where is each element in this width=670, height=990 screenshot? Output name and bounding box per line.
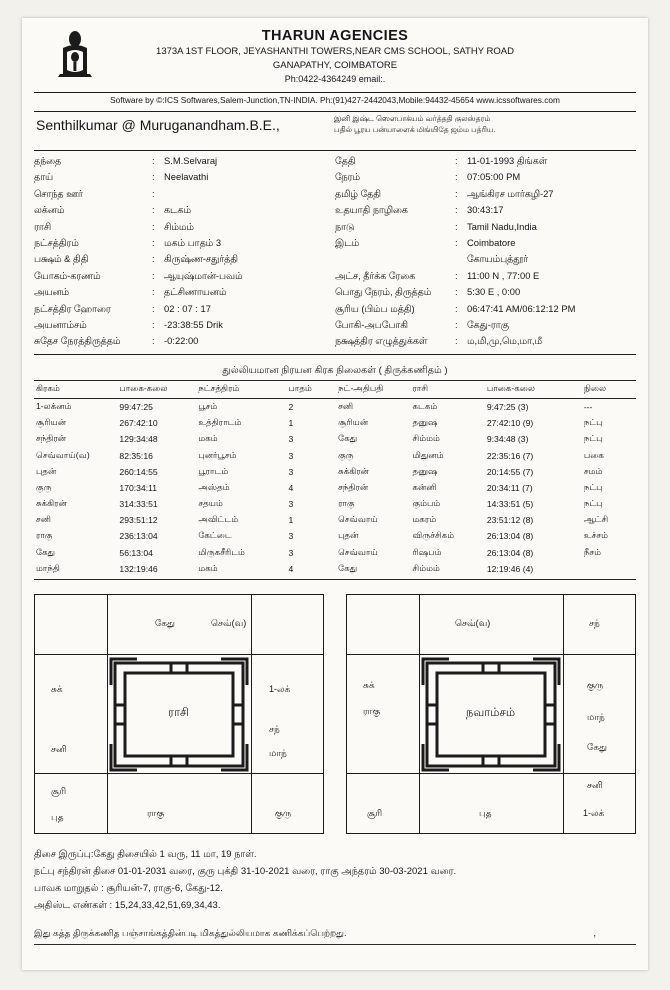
temple-deity-icon	[54, 30, 96, 78]
detail-colon: :	[455, 220, 458, 232]
cell-planet: கேது	[36, 546, 56, 557]
navamsam-chart-title: நவாம்சம்	[460, 707, 521, 721]
rasi-chart-title: ராசி	[162, 707, 195, 721]
cell-lord: சந்திரன்	[338, 481, 369, 492]
cell-degree2: 14:33:51 (5)	[486, 499, 534, 510]
detail-value: 02 : 07 : 17	[164, 302, 211, 314]
detail-row	[34, 153, 335, 169]
cell-rasi: விருச்சிகம்	[412, 530, 455, 541]
detail-value: கோயம்புத்தூர்	[467, 253, 528, 265]
detail-label: தாய்	[34, 171, 54, 183]
detail-colon: :	[455, 319, 458, 331]
detail-value: Neelavathi	[164, 171, 209, 183]
cell-rasi: சிம்மம்	[412, 433, 440, 444]
col-header-degree: பாகை-கலை	[117, 380, 196, 398]
navamsam-cell-6: மாந்	[587, 711, 605, 722]
navamsam-cell-3: சுக்	[363, 679, 375, 690]
detail-colon: :	[455, 269, 458, 281]
cell-rasi: தனுஷ	[412, 417, 438, 428]
detail-colon: :	[152, 220, 155, 232]
cell-status: ஆட்சி	[583, 514, 609, 525]
tamil-blessing-line1: இனி இஷ்ட ஸௌபாக்யம் வர்த்ததி குலஸ்தரம்	[334, 114, 491, 123]
table-row	[34, 431, 636, 447]
detail-row	[335, 333, 636, 349]
cell-status: நட்பு	[583, 417, 603, 428]
detail-colon: :	[455, 204, 458, 216]
cell-rasi: ரிஷபம்	[412, 546, 442, 557]
navamsam-cell-5: குரு	[587, 679, 604, 690]
planet-position-table	[34, 380, 636, 579]
detail-value: 07:05:00 PM	[467, 171, 521, 183]
col-header-planet: கிரகம்	[34, 380, 117, 398]
cell-star: மகம்	[198, 562, 218, 573]
detail-row	[34, 284, 335, 300]
dasa-footer	[34, 846, 636, 914]
detail-colon: :	[152, 204, 155, 216]
cell-pada: 3	[288, 531, 294, 542]
detail-value: கடகம்	[164, 204, 191, 216]
cell-degree: 99:47:25	[119, 401, 153, 412]
rasi-cell-7: சந்	[269, 723, 280, 734]
rasi-cell-11: ராகு	[147, 807, 165, 818]
planet-table-wrap	[34, 380, 636, 580]
table-row	[34, 447, 636, 463]
cell-pada: 3	[288, 466, 294, 477]
birth-details-left	[34, 153, 335, 350]
navamsam-cell-9: சூரி	[367, 807, 383, 818]
navamsam-cell-4: ராகு	[363, 705, 381, 716]
cell-status	[582, 561, 636, 579]
cell-lord: குரு	[338, 449, 354, 460]
detail-row	[34, 301, 335, 317]
cell-planet: புதன்	[36, 465, 57, 476]
cell-star: பூசம்	[198, 400, 218, 411]
cell-degree2: 9:34:48 (3)	[486, 434, 529, 445]
cell-lord: செவ்வாய்	[338, 546, 378, 557]
paper-sheet	[22, 18, 648, 970]
detail-colon: :	[455, 286, 458, 298]
details-divider	[34, 354, 636, 355]
detail-row	[34, 268, 335, 284]
detail-label: நக்ஷத்திர எழுத்துக்கள்	[335, 335, 428, 347]
birth-details-right	[335, 153, 636, 350]
detail-colon: :	[152, 237, 155, 249]
detail-row	[335, 317, 636, 333]
cell-degree: 293:51:12	[119, 515, 158, 526]
detail-colon: :	[152, 335, 155, 347]
detail-colon: :	[152, 187, 155, 199]
detail-label: இடம்	[335, 237, 360, 249]
detail-label	[335, 251, 455, 267]
detail-label: அட்ச, தீர்க்க ரேகை	[335, 269, 416, 281]
rasi-cell-5: சனி	[51, 743, 67, 754]
detail-value: கேது-ராகு	[467, 319, 509, 331]
cell-lord: சனி	[338, 400, 354, 411]
cell-rasi: மகரம்	[412, 514, 437, 525]
cell-pada: 3	[288, 547, 294, 558]
detail-label: சூரிய (பிம்ப மத்தி)	[335, 302, 415, 314]
cell-degree: 314:33:51	[119, 499, 158, 510]
cell-star: புனர்பூசம்	[198, 449, 237, 460]
horoscope-charts	[34, 594, 636, 834]
cell-pada: 1	[288, 515, 294, 526]
rasi-cell-8: மாந்	[269, 747, 287, 758]
table-body	[34, 398, 636, 578]
software-credit: Software by ©:ICS Softwares,Salem-Junction,TN-INDIA. Ph:(91)427-2442043,Mobile:94432-45654 www.icssoftwares.com	[110, 95, 560, 105]
rasi-cell-4: சுக்	[51, 683, 63, 694]
detail-colon: :	[152, 286, 155, 298]
cell-planet: மாந்தி	[36, 562, 60, 573]
cell-status: நட்பு	[583, 433, 603, 444]
cell-degree2: 26:13:04 (8)	[486, 531, 534, 542]
cell-rasi: கடகம்	[412, 400, 438, 411]
detail-row	[335, 251, 636, 267]
cell-planet: சூரியன்	[36, 417, 67, 428]
cell-degree: 236:13:04	[119, 531, 158, 542]
detail-row	[335, 169, 636, 185]
cell-planet: சுக்கிரன்	[36, 498, 67, 509]
detail-colon: :	[152, 155, 155, 166]
cell-degree2: 20:14:55 (7)	[486, 466, 534, 477]
cell-planet: சனி	[36, 514, 52, 525]
cell-degree2: 20:34:11 (7)	[486, 482, 533, 493]
cell-status: உச்சம்	[583, 530, 609, 541]
navamsam-chart	[346, 594, 636, 834]
cell-degree2: 12:19:46 (4)	[486, 563, 534, 574]
detail-colon: :	[455, 237, 458, 249]
detail-value: கிருஷ்ண-சதுர்த்தி	[164, 253, 238, 265]
detail-row	[34, 186, 335, 202]
cell-pada: 3	[288, 499, 294, 510]
subject-name	[36, 117, 280, 133]
table-row	[34, 512, 636, 528]
cell-pada: 3	[288, 450, 294, 461]
detail-label: அயனம்	[34, 286, 70, 298]
company-address-line1: 1373A 1ST FLOOR, JEYASHANTHI TOWERS,NEAR CMS SCHOOL, SATHY ROAD	[156, 46, 514, 57]
navamsam-cell-8: சனி	[587, 779, 603, 790]
detail-label: நேரம்	[335, 171, 361, 183]
detail-row	[335, 284, 636, 300]
cell-degree: 267:42:10	[119, 418, 158, 429]
cell-degree2: 27:42:10 (9)	[486, 418, 534, 429]
detail-value: சிம்மம்	[164, 220, 194, 232]
detail-row	[335, 153, 636, 169]
detail-label: அயனாம்சம்	[34, 319, 87, 331]
cell-degree2: 9:47:25 (3)	[486, 401, 529, 412]
cell-star: மகம்	[198, 433, 218, 444]
detail-value: தட்சிணாயனம்	[164, 286, 227, 298]
detail-label: பக்ஷம் & திதி	[34, 253, 89, 265]
cell-star: கேட்டை	[198, 530, 232, 541]
detail-row	[34, 251, 335, 267]
detail-row	[335, 219, 636, 235]
navamsam-cell-7: கேது	[587, 741, 607, 752]
detail-label: நட்சத்திரம்	[34, 237, 79, 249]
cell-star: அவிட்டம்	[198, 514, 239, 525]
table-row	[34, 398, 636, 415]
detail-label: லக்னம்	[34, 204, 65, 216]
col-header-degree2: பாகை-கலை	[485, 380, 582, 398]
rasi-cell-6: 1-லக்	[269, 683, 291, 694]
cell-degree: 132:19:46	[119, 563, 158, 574]
col-header-status: நிலை	[582, 380, 636, 398]
detail-value: 11-01-1993 திங்கள்	[467, 155, 548, 166]
birth-details	[34, 153, 636, 350]
company-phone: Ph:0422-4364249 email:.	[284, 74, 386, 84]
table-row	[34, 561, 636, 579]
detail-colon: :	[152, 171, 155, 183]
detail-colon: :	[152, 253, 155, 265]
detail-row	[34, 317, 335, 333]
detail-row	[34, 333, 335, 349]
cell-degree2: 26:13:04 (8)	[486, 547, 534, 558]
cell-star: உத்திராடம்	[198, 417, 242, 428]
cell-pada: 1	[288, 418, 294, 429]
subject-name-text: Senthilkumar @ Muruganandham.	[36, 117, 250, 133]
detail-label: தந்தை	[34, 155, 62, 166]
planet-table-caption: துல்லியமான நிரயன கிரக நிலைகள் ( திருக்கணிதம் )	[222, 364, 448, 376]
cell-pada: 4	[288, 563, 294, 574]
cell-status: நட்பு	[583, 481, 603, 492]
detail-value: 11:00 N , 77:00 E	[467, 269, 540, 281]
navamsam-cell-1: செவ்(வ)	[455, 617, 491, 628]
table-row	[34, 464, 636, 480]
lucky-numbers-line: அதிஸ்ட எண்கள் : 15,24,33,42,51,69,34,43.	[34, 899, 221, 911]
cell-degree: 170:34:11	[119, 482, 158, 493]
cell-rasi: கும்பம்	[412, 498, 441, 509]
table-row	[34, 480, 636, 496]
detail-row	[335, 301, 636, 317]
cell-star: அஸ்தம்	[198, 481, 230, 492]
detail-colon: :	[455, 302, 458, 314]
cell-rasi: கன்னி	[412, 481, 437, 492]
table-row	[34, 415, 636, 431]
detail-row	[34, 235, 335, 251]
rasi-cell-2: கேது	[155, 617, 175, 628]
rasi-cell-9: சூரி	[51, 785, 67, 796]
cell-lord: கேது	[338, 562, 358, 573]
navamsam-cell-11: 1-லக்	[583, 807, 605, 818]
detail-label: நட்சத்திர ஹோரை	[34, 302, 111, 314]
detail-value: 30:43:17	[467, 204, 504, 216]
table-header-row	[34, 380, 636, 398]
rasi-cell-3: செவ்(வ)	[211, 617, 247, 628]
cell-status: நீசம்	[583, 546, 601, 557]
cell-planet: 1-லக்னம்	[36, 400, 72, 411]
detail-label: சொந்த ஊர்	[34, 187, 83, 199]
detail-value: Coimbatore	[467, 237, 516, 249]
cell-lord: சூரியன்	[338, 417, 369, 428]
cell-star: பூராடம்	[198, 465, 229, 476]
tamil-blessing	[334, 113, 634, 135]
navamsam-cell-10: புத	[479, 807, 492, 818]
detail-value: 06:47:41 AM/06:12:12 PM	[467, 302, 576, 314]
detail-label: உதயாதி நாழிகை	[335, 204, 408, 216]
cell-degree2: 22:35:16 (7)	[486, 450, 534, 461]
cell-lord: சுக்கிரன்	[338, 465, 370, 476]
detail-colon: :	[152, 302, 155, 314]
cell-degree: 56:13:04	[119, 547, 153, 558]
cell-star: மிருகசீரிடம்	[198, 546, 245, 557]
detail-value: -0:22:00	[164, 335, 199, 347]
name-divider	[34, 150, 636, 151]
cell-lord: செவ்வாய்	[338, 514, 378, 525]
rasi-cell-12: குரு	[275, 807, 292, 818]
detail-value: 5:30 E , 0:00	[467, 286, 521, 298]
cell-rasi: மிதுனம்	[412, 449, 444, 460]
detail-row	[335, 235, 636, 251]
detail-colon: :	[152, 319, 155, 331]
subject-degree: B.E.,	[249, 117, 280, 133]
rasi-chart	[34, 594, 324, 834]
detail-row	[335, 268, 636, 284]
cell-pada: 4	[288, 482, 294, 493]
table-row	[34, 496, 636, 512]
pen-mark: ʼ	[593, 934, 596, 946]
cell-degree: 260:14:55	[119, 466, 158, 477]
detail-colon: :	[455, 187, 458, 199]
cell-degree2: 23:51:12 (8)	[486, 515, 534, 526]
subject-name-band	[34, 112, 636, 146]
detail-value: ஆங்கிரச மார்கழி-27	[467, 187, 554, 199]
cell-status: பகை	[583, 449, 604, 460]
table-row	[34, 528, 636, 544]
cell-status: ---	[583, 401, 593, 412]
detail-label: தேதி	[335, 155, 356, 166]
detail-value: ஆயுஷ்மான்-பவம்	[164, 269, 243, 281]
detail-label: ராசி	[34, 220, 52, 232]
col-header-rasi: ராசி	[410, 380, 484, 398]
detail-colon: :	[152, 269, 155, 281]
detail-label: யோகம்-கரணம்	[34, 269, 101, 281]
detail-row	[34, 169, 335, 185]
document-header	[34, 28, 636, 88]
detail-value: மகம் பாதம் 3	[164, 237, 222, 249]
detail-value: Tamil Nadu,India	[467, 220, 537, 232]
detail-label: பொது நேரம், திருத்தம்	[335, 286, 432, 298]
detail-value	[164, 186, 335, 202]
bhava-change-line: பாவக மாறுதல் : சூரியன்-7, ராகு-6, கேது-12.	[34, 882, 223, 894]
cell-lord: கேது	[338, 433, 358, 444]
calculation-note: இது கத்த திருக்கணித பஞ்சாங்கத்தின்படி மிகத்துல்லியமாக கணிக்கப்பெற்றது.	[34, 928, 636, 945]
detail-value: ம,மி,மு,மெ,மா,மீ	[467, 335, 543, 347]
detail-colon: :	[455, 155, 458, 166]
dasa-balance-line: திசை இருப்பு:கேது திசையில் 1 வரு, 11 மா, 19 நாள்.	[34, 848, 257, 860]
detail-label: நாடு	[335, 220, 355, 232]
cell-status: நட்பு	[583, 498, 603, 509]
cell-star: சதயம்	[198, 498, 223, 509]
table-row	[34, 545, 636, 561]
cell-degree: 129:34:48	[119, 434, 158, 445]
cell-planet: குரு	[36, 481, 52, 492]
cell-planet: செவ்வாய்(வ)	[36, 449, 90, 460]
detail-row	[335, 202, 636, 218]
cell-lord: ராகு	[338, 498, 355, 509]
cell-planet: சந்திரன்	[36, 433, 67, 444]
cell-degree: 82:35:16	[119, 450, 153, 461]
company-name: THARUN AGENCIES	[261, 28, 409, 44]
rasi-cell-10: புத	[51, 811, 64, 822]
detail-value: S.M.Selvaraj	[164, 155, 218, 166]
detail-row	[34, 219, 335, 235]
detail-value: -23:38:55 Drik	[164, 319, 223, 331]
cell-rasi: சிம்மம்	[412, 562, 440, 573]
detail-row	[335, 186, 636, 202]
col-header-pada: பாதம்	[287, 380, 337, 398]
detail-row	[34, 202, 335, 218]
tamil-blessing-line2: பதில் பூரய பன்யாளைக் மிங்யிதே ஜம்ம பத்ரிய.	[334, 125, 496, 134]
navamsam-cell-2: சந்	[589, 617, 600, 628]
cell-planet: ராகு	[36, 530, 53, 541]
cell-pada: 3	[288, 434, 294, 445]
detail-label: போகி-அபபோகி	[335, 319, 408, 331]
detail-colon: :	[455, 171, 458, 183]
cell-rasi: தனுஷ	[412, 465, 438, 476]
detail-label: சுதேச நேரத்திருத்தம்	[34, 335, 121, 347]
col-header-star: நட்சத்திரம்	[196, 380, 286, 398]
detail-colon: :	[455, 335, 458, 347]
cell-status: சமம்	[583, 465, 603, 476]
cell-lord: புதன்	[338, 530, 359, 541]
dasa-period-line: நட்பு சந்திரன் திசை 01-01-2031 வரை, குரு புக்தி 31-10-2021 வரை, ராகு அந்தரம் 30-03-2021 வரை.	[34, 865, 457, 877]
col-header-lord: நட்-அதிபதி	[336, 380, 410, 398]
detail-label: தமிழ் தேதி	[335, 187, 381, 199]
cell-pada: 2	[288, 401, 294, 412]
company-address-line2: GANAPATHY, COIMBATORE	[272, 60, 398, 71]
detail-colon	[455, 251, 467, 267]
